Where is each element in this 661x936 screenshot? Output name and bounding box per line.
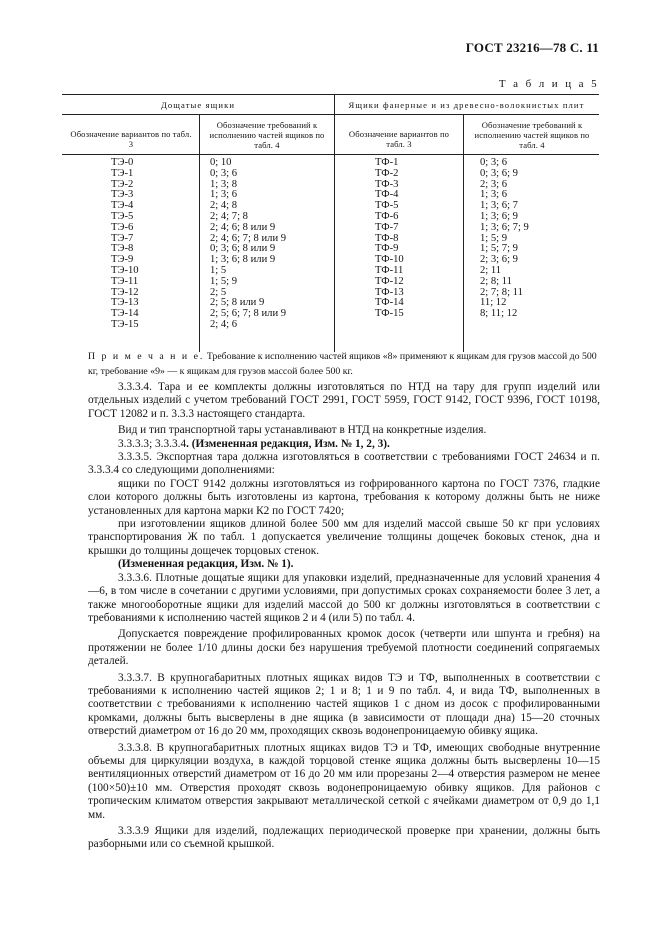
table-cell-variant: ТФ-9 <box>375 243 399 255</box>
table-cell-variant: ТЭ-5 <box>111 210 134 222</box>
table-cell-requirements: 2; 4; 6 <box>210 318 238 330</box>
col-header-variant-right: Обозначение вариантов по табл. 3 <box>348 129 450 149</box>
table-cell-variant: ТЭ-0 <box>111 157 134 168</box>
table-cell-variant: ТФ-8 <box>375 232 399 244</box>
table-cell-variant: ТФ-1 <box>375 157 399 168</box>
col-requirements-left <box>210 158 286 331</box>
page-header: ГОСТ 23216—78 С. 11 <box>465 40 599 55</box>
paragraph-boards: при изготовлении ящиков длиной более 500 мм для изделий массой свыше 50 кг при условиях транспортирования Ж по табл. 1 допускается увеличение толщины дощечек боковых стенок, дна и крышки до толщины дощечек торцовых стенок. <box>88 518 600 557</box>
table-caption: Т а б л и ц а 5 <box>498 78 599 90</box>
table-cell-variant: ТФ-4 <box>375 189 399 201</box>
table-cell-requirements: 2; 5 <box>210 286 227 298</box>
group-header-plywood: Ящики фанерные и из древесно-волокнистых плит <box>348 100 585 110</box>
table-cell-requirements: 0; 3; 6; 8 или 9 <box>210 243 276 255</box>
col-header-variant-left: Обозначение вариантов по табл. 3 <box>70 129 192 149</box>
table-center-rule <box>334 94 335 352</box>
group-header-wooden: Дощатые ящики <box>160 100 236 110</box>
table-cell-variant: ТФ-13 <box>375 286 404 298</box>
table-cell-requirements: 1; 3; 8 <box>210 178 238 190</box>
table-cell-requirements: 1; 3; 6 <box>480 189 508 201</box>
paragraph-revision-2: (Измененная редакция, Изм. № 1). <box>118 558 294 571</box>
table-cell-requirements: 2; 5; 6; 7; 8 или 9 <box>210 308 287 320</box>
table-cell-variant: ТЭ-10 <box>111 264 139 276</box>
table-cell-requirements: 2; 8; 11 <box>480 275 512 287</box>
table-cell-variant: ТЭ-4 <box>111 200 134 212</box>
table-right-col-rule <box>463 114 464 352</box>
table-cell-requirements: 2; 7; 8; 11 <box>480 286 523 298</box>
table-cell-requirements: 1; 5; 7; 9 <box>480 243 518 255</box>
table-cell-requirements: 2; 11 <box>480 264 502 276</box>
table-cell-requirements: 1; 5 <box>210 264 227 276</box>
col-header-req-left: Обозначение требований к исполнению частей ящиков по табл. 4 <box>209 120 325 150</box>
table-cell-requirements: 2; 5; 8 или 9 <box>210 297 265 309</box>
table-cell-requirements: 0; 10 <box>210 157 232 168</box>
paragraph-3-3-3-7: 3.3.3.7. В крупногабаритных плотных ящиках видов ТЭ и ТФ, выполненных в соответствии с требованиями к исполнению частей ящиков 2; 1 и 8; 1 и 9 по табл. 4, и вида ТФ, выполненных в соответствии с требованиями к исполнению частей ящиков 1 с дном из досок с профилированными кромками, должны быть высверлены в дне ящика (в зависимости от площади дна) 15—20 сточных отверстий диаметром от 16 до 20 мм, проходящих сквозь водонепроницаемую обивку ящика. <box>88 671 600 738</box>
table-cell-requirements: 1; 5; 9 <box>210 275 238 287</box>
table-cell-requirements: 11; 12 <box>480 297 507 309</box>
table-cell-variant: ТЭ-3 <box>111 189 134 201</box>
table-header-rule <box>62 154 599 155</box>
table-cell-requirements: 1; 3; 6; 8 или 9 <box>210 254 276 266</box>
table-cell-variant: ТФ-12 <box>375 275 404 287</box>
table-cell-requirements: 1; 3; 6; 7 <box>480 200 518 212</box>
col-variants-right <box>375 158 404 320</box>
table-cell-requirements: 0; 3; 6; 9 <box>480 167 518 179</box>
table-cell-variant: ТФ-11 <box>375 264 404 276</box>
table-cell-variant: ТЭ-8 <box>111 243 134 255</box>
table-cell-variant: ТЭ-9 <box>111 254 134 266</box>
note-text: Требование к исполнению частей ящиков «8» применяют к ящикам для грузов массой до 500 кг, требование «9» — к ящикам для грузов массой более 500 кг. <box>88 351 597 377</box>
table-cell-requirements: 0; 3; 6 <box>480 157 508 168</box>
paragraph-3-3-3-6: 3.3.3.6. Плотные дощатые ящики для упаковки изделий, предназначенные для условий хранения 4—6, в том числе в сочетании с другими условиями, при допустимых сроках сохраняемости более 3 лет, а также многооборотные ящики для изделий массой до 500 кг должны изготовляться в соответствии с требованиями к исполнению частей ящиков 2 и 4 (или 5) по табл. 4. <box>88 571 600 624</box>
table-cell-requirements: 2; 4; 6; 8 или 9 <box>210 221 276 233</box>
col-variants-left <box>111 158 139 331</box>
table-group-rule <box>62 114 599 115</box>
table-note <box>88 349 600 379</box>
paragraph-3-3-3-4: 3.3.3.4. Тара и ее комплекты должны изготовляться по НТД на тару для групп изделий или отдельных изделий с учетом требований ГОСТ 2991, ГОСТ 5959, ГОСТ 9142, ГОСТ 9396, ГОСТ 10198, ГОСТ 12082 и п. 3.3.3 настоящего стандарта. <box>88 381 600 420</box>
table-cell-requirements: 2; 4; 8 <box>210 200 238 212</box>
paragraph-gost-9142: ящики по ГОСТ 9142 должны изготовляться из гофрированного картона по ГОСТ 7376, гладкие слои которого должны быть изготовлены из картона, требования к которому должны быть не ниже установленных для картона марки К2 по ГОСТ 7420; <box>88 477 600 517</box>
table-left-col-rule <box>199 114 200 352</box>
table-cell-variant: ТФ-3 <box>375 178 399 190</box>
table-cell-variant: ТЭ-2 <box>111 178 134 190</box>
table-cell-requirements: 2; 4; 7; 8 <box>210 210 248 222</box>
table-cell-requirements: 2; 4; 6; 7; 8 или 9 <box>210 232 287 244</box>
table-cell-variant: ТФ-10 <box>375 254 404 266</box>
table-cell-variant: ТЭ-12 <box>111 286 139 298</box>
table-cell-variant: ТФ-5 <box>375 200 399 212</box>
table-top-rule <box>62 94 599 95</box>
table-cell-variant: ТЭ-15 <box>111 318 139 330</box>
table-cell-requirements: 1; 3; 6 <box>210 189 238 201</box>
paragraph-tare-type: Вид и тип транспортной тары устанавливают в НТД на конкретные изделия. <box>118 424 487 437</box>
table-cell-variant: ТЭ-11 <box>111 275 139 287</box>
table-cell-variant: ТФ-15 <box>375 308 404 320</box>
table-cell-variant: ТЭ-14 <box>111 308 139 320</box>
table-cell-variant: ТФ-7 <box>375 221 399 233</box>
col-header-req-right: Обозначение требований к исполнению частей ящиков по табл. 4 <box>474 120 590 150</box>
table-cell-requirements: 0; 3; 6 <box>210 167 238 179</box>
table-cell-variant: ТФ-6 <box>375 210 399 222</box>
table-cell-variant: ТФ-2 <box>375 167 399 179</box>
paragraph-3-3-3-5: 3.3.3.5. Экспортная тара должна изготовляться в соответствии с требованиями ГОСТ 24634 и п. 3.3.3.4 со следующими дополнениями: <box>88 451 600 477</box>
table-cell-variant: ТЭ-13 <box>111 297 139 309</box>
paragraph-3-3-3-9: 3.3.3.9 Ящики для изделий, подлежащих периодической проверке при хранении, должны быть разборными или со съемной крышкой. <box>88 825 600 851</box>
fraction: 1/10 <box>197 641 218 654</box>
table-cell-requirements: 8; 11; 12 <box>480 308 518 320</box>
paragraph-edge-damage: Допускается повреждение профилированных кромок досок (четверти или шпунта и гребня) на протяжении не более 1/10 длины доски без нарушения требуемой плотности соединений сопрягаемых деталей. <box>88 628 600 668</box>
table-cell-requirements: 1; 3; 6; 7; 9 <box>480 221 529 233</box>
table-cell-requirements: 2; 3; 6 <box>480 178 508 190</box>
table-cell-requirements: 1; 5; 9 <box>480 232 508 244</box>
table-cell-variant: ТЭ-7 <box>111 232 134 244</box>
table-cell-requirements: 1; 3; 6; 9 <box>480 210 518 222</box>
table-cell-variant: ТФ-14 <box>375 297 404 309</box>
document-body <box>88 381 600 852</box>
paragraph-revision-1: 3.3.3.3; 3.3.3.4. (Измененная редакция, Изм. № 1, 2, 3). <box>118 437 390 450</box>
paragraph-3-3-3-8: 3.3.3.8. В крупногабаритных плотных ящиках видов ТЭ и ТФ, имеющих свободные внутренние объемы для циркуляции воздуха, в каждой торцовой стенке ящика должны быть высверлены 10—15 вентиляционных отверстий диаметром от 16 до 20 мм или прорезаны 2—4 отверстия размером не менее (100×50)±10 мм. Отверстия проходят сквозь водонепроницаемую обивку ящиков. Для районов с тропическим климатом отверстия закрывают металлической сеткой с ячейками диаметром от 0,9 до 1,1 мм. <box>88 741 600 821</box>
col-requirements-right <box>480 158 529 320</box>
table-cell-requirements: 2; 3; 6; 9 <box>480 254 518 266</box>
table-cell-variant: ТЭ-6 <box>111 221 134 233</box>
note-label: П р и м е ч а н и е. <box>88 351 205 362</box>
table-cell-variant: ТЭ-1 <box>111 167 134 179</box>
